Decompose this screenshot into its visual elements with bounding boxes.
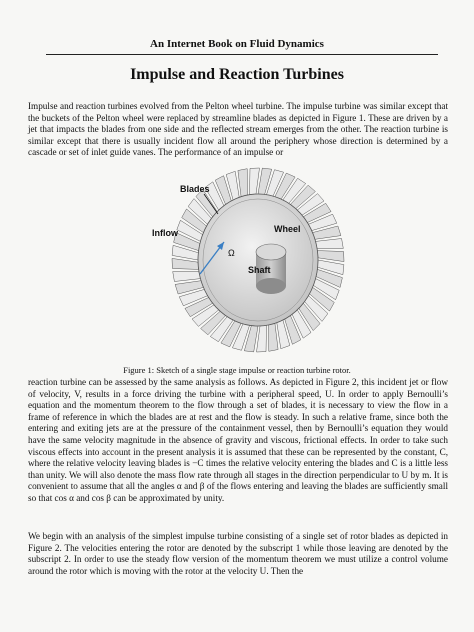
shaft-label: Shaft [248,265,271,275]
turbine-figure [140,158,370,358]
turbine-blade [173,272,201,282]
shaft-base [256,278,286,294]
turbine-blade [172,258,199,269]
blades-label: Blades [180,184,210,194]
inflow-label: Inflow [152,228,178,238]
turbine-blade [238,169,248,197]
wheel-label: Wheel [274,224,301,234]
turbine-blade [250,168,260,195]
paragraph-impulse: We begin with an analysis of the simplest impulse turbine consisting of a single set of rotor blades as depicted in Figure 2. The velocities entering the rotor are denoted by the subscript 1 while those leaving are denoted by the subscript 2. In order to use the steady flow version of the momentum theorem we must utilize a control volume around the rotor which is moving with the rotor at the velocity U. Then the [28,531,448,576]
turbine-blade [317,251,344,262]
page-title: Impulse and Reaction Turbines [130,66,344,83]
paragraph-intro: Impulse and reaction turbines evolved from the Pelton wheel turbine. The impulse turbine was similar except that the buckets of the Pelton wheel were replaced by streamline blades as depicted in Figure 1. These are driven by a jet that impacts the blades from one side and the reflected stream emerges from the other. The reaction turbine is similar except that there is usually incident flow all around the periphery whose direction is determined by a cascade or set of inlet guide vanes. The performance of an impulse or [28,101,448,158]
figure-caption: Figure 1: Sketch of a single stage impulse or reaction turbine rotor. [123,365,351,375]
turbine-blade [257,325,267,352]
turbine-blade [269,323,279,351]
shaft-end [256,244,286,260]
omega-label: Ω [228,248,235,258]
header-rule [46,54,438,55]
running-header: An Internet Book on Fluid Dynamics [150,38,324,50]
turbine-blade [316,239,344,249]
paragraph-analysis: reaction turbine can be assessed by the same analysis as follows. As depicted in Figure 2, this incident jet or flow of velocity, V, results in a force driving the turbine with a peripheral speed, U. In order to apply Bernoulli’s equation and the momentum theorem to the flow through a set of blades, it is necessary to view the flow in a frame of reference in which the blades are at rest and the flow is steady. In such a relative frame, since both the entering and exiting jets are at the pressure of the containment vessel, then by Bernoulli’s equation they would have the same velocity magnitude in the absence of gravity and viscous, frictional effects. In order to take such viscous effects into account in the present analysis it is assumed that these can be represented by the constant, C, where the relative velocity leaving blades is −C times the relative velocity entering the blades and C is a little less than unity. We will also denote the mass flow rate through all stages in the direction perpendicular to U by m. It is convenient to assume that all the angles α and β of the flows entering and leaving the blades are sufficiently small so that cos α and cos β can be approximated by unity. [28,377,448,503]
